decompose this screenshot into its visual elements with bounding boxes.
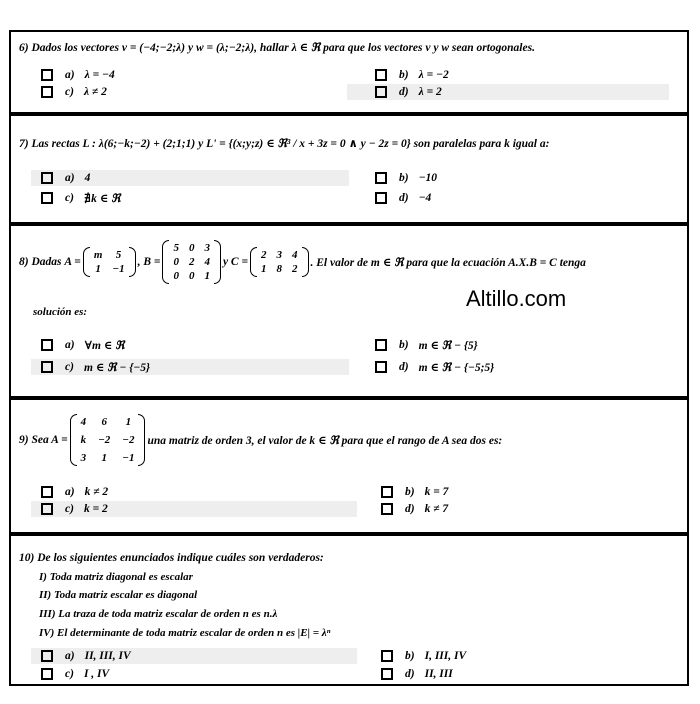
question-6-stem: 6) Dados los vectores v = (−4;−2;λ) y w = (λ;−2;λ), hallar λ ∈ ℜ para que los vectores v y w sean ortogonales.: [19, 42, 535, 54]
option-8b[interactable]: b) m ∈ ℜ − {5}: [371, 337, 671, 353]
watermark: Altillo.com: [466, 286, 567, 311]
option-9c[interactable]: c) k = 2: [31, 501, 357, 517]
checkbox[interactable]: [381, 503, 393, 515]
option-10d[interactable]: d) II, III: [377, 666, 677, 682]
checkbox[interactable]: [41, 69, 53, 81]
question-9-stem: 9) Sea A = 4 6 1 k −2 −2 3 1 −1 una matriz de orden 3, el valor de k ∈ ℜ para que el rango de A sea dos es:: [19, 416, 503, 464]
checkbox[interactable]: [41, 361, 53, 373]
checkbox[interactable]: [41, 668, 53, 680]
option-8c[interactable]: c) m ∈ ℜ − {−5}: [31, 359, 349, 375]
checkbox[interactable]: [381, 668, 393, 680]
question-10-stem: 10) De los siguientes enunciados indique cuáles son verdaderos:: [19, 552, 324, 564]
checkbox[interactable]: [41, 192, 53, 204]
option-9b[interactable]: b) k = 7: [377, 484, 677, 500]
statement-2: II) Toda matriz escalar es diagonal: [39, 589, 198, 601]
checkbox[interactable]: [41, 503, 53, 515]
option-6c[interactable]: c) λ ≠ 2: [37, 84, 337, 100]
question-8: [9, 224, 689, 398]
option-7d[interactable]: d) −4: [371, 190, 671, 206]
question-7-stem: 7) Las rectas L : λ(6;−k;−2) + (2;1;1) y L' = {(x;y;z) ∈ ℜ³ / x + 3z = 0 ∧ y − 2z = 0} son paralelas para k igual a:: [19, 138, 550, 150]
matrix-b: 5 0 3 0 2 4 0 0 1: [162, 240, 221, 284]
statement-4: IV) El determinante de toda matriz escalar de orden n es |E| = λⁿ: [39, 627, 331, 639]
option-9a[interactable]: a) k ≠ 2: [37, 484, 337, 500]
checkbox[interactable]: [375, 172, 387, 184]
option-7a[interactable]: a) 4: [31, 170, 349, 186]
question-10: [9, 534, 689, 686]
checkbox[interactable]: [375, 339, 387, 351]
checkbox[interactable]: [41, 172, 53, 184]
option-7b[interactable]: b) −10: [371, 170, 671, 186]
checkbox[interactable]: [41, 650, 53, 662]
checkbox[interactable]: [41, 486, 53, 498]
checkbox[interactable]: [41, 339, 53, 351]
checkbox[interactable]: [375, 192, 387, 204]
option-10c[interactable]: c) I , IV: [37, 666, 337, 682]
matrix-a: 4 6 1 k −2 −2 3 1 −1: [70, 414, 146, 466]
checkbox[interactable]: [41, 86, 53, 98]
option-6a[interactable]: a) λ = −4: [37, 67, 337, 83]
option-6b[interactable]: b) λ = −2: [371, 67, 671, 83]
question-9: [9, 398, 689, 534]
option-8d[interactable]: d) m ∈ ℜ − {−5;5}: [371, 359, 671, 375]
question-7: [9, 114, 689, 224]
matrix-a: m 5 1 −1: [83, 247, 136, 277]
statement-3: III) La traza de toda matriz escalar de orden n es n.λ: [39, 608, 278, 620]
question-6: [9, 30, 689, 114]
option-8a[interactable]: a) ∀m ∈ ℜ: [37, 337, 337, 353]
option-9d[interactable]: d) k ≠ 7: [377, 501, 677, 517]
option-7c[interactable]: c) ∄k ∈ ℜ: [37, 190, 337, 206]
checkbox[interactable]: [375, 86, 387, 98]
statement-1: I) Toda matriz diagonal es escalar: [39, 571, 193, 583]
option-10a[interactable]: a) II, III, IV: [31, 648, 357, 664]
question-8-stem: 8) Dadas A = m 5 1 −1 , B = 5 0 3 0 2 4 0 0 1 y C = 2 3 4 1 8 2 . El valor de m ∈ ℜ para que la ecuación A.X.B = C tenga: [19, 242, 586, 282]
question-8-stem-2: solución es:: [33, 306, 88, 318]
checkbox[interactable]: [375, 69, 387, 81]
checkbox[interactable]: [381, 486, 393, 498]
matrix-c: 2 3 4 1 8 2: [250, 247, 309, 277]
checkbox[interactable]: [381, 650, 393, 662]
option-6d[interactable]: d) λ = 2: [347, 84, 669, 100]
checkbox[interactable]: [375, 361, 387, 373]
option-10b[interactable]: b) I, III, IV: [377, 648, 677, 664]
